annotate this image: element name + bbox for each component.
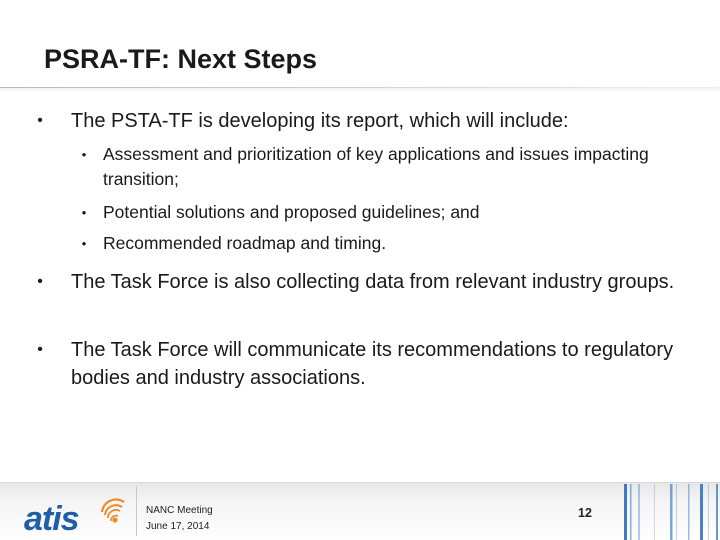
meeting-name: NANC Meeting bbox=[146, 505, 213, 516]
sub-bullet-dot: • bbox=[81, 236, 87, 251]
logo-wordmark: atis bbox=[24, 500, 79, 534]
bullet-3-text: The Task Force will communicate its recommendations to regulatory bodies and industry associations. bbox=[71, 339, 674, 389]
meeting-date: June 17, 2014 bbox=[146, 521, 210, 532]
bullet-dot: • bbox=[37, 112, 43, 129]
title-divider-shadow bbox=[0, 88, 720, 92]
sub-bullet-3-text: Recommended roadmap and timing. bbox=[103, 233, 387, 253]
atis-logo bbox=[22, 490, 130, 534]
slide-title: PSRA-TF: Next Steps bbox=[44, 44, 318, 74]
sub-bullet-dot: • bbox=[81, 205, 87, 220]
meeting-info bbox=[146, 503, 213, 535]
sub-bullet-2-text: Potential solutions and proposed guidelines; and bbox=[103, 202, 480, 222]
footer-divider bbox=[136, 486, 137, 536]
bullet-dot: • bbox=[37, 273, 43, 290]
bullet-dot: • bbox=[37, 341, 43, 358]
sub-bullet-dot: • bbox=[81, 147, 87, 162]
decorative-stripes bbox=[618, 484, 720, 540]
bullet-2-text: The Task Force is also collecting data from relevant industry groups. bbox=[71, 271, 675, 293]
sub-bullet-1-text: Assessment and prioritization of key applications and issues impacting transition; bbox=[103, 144, 649, 189]
page-number: 12 bbox=[578, 506, 592, 520]
bullet-1-text: The PSTA-TF is developing its report, which will include: bbox=[71, 110, 569, 132]
